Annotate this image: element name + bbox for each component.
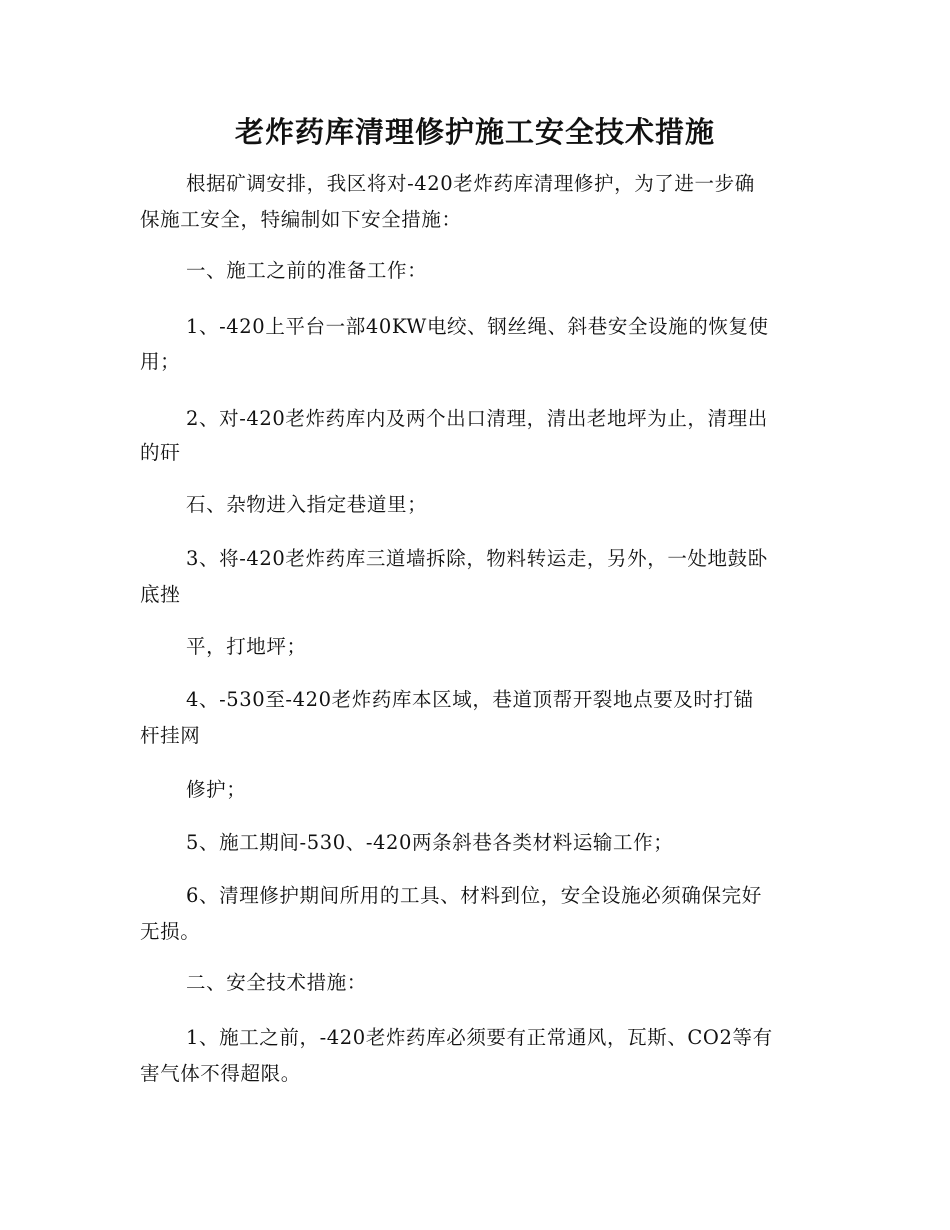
item-4-line-2: 杆挂网 <box>140 724 201 747</box>
item-6-line-2: 无损。 <box>140 920 201 943</box>
section-heading-preparation: 一、施工之前的准备工作： <box>186 259 428 282</box>
safety-item-1-line-1: 1、施工之前，-420老炸药库必须要有正常通风，瓦斯、CO2等有 <box>186 1026 773 1049</box>
section-heading-safety-measures: 二、安全技术措施： <box>186 971 367 994</box>
item-1-line-1: 1、-420上平台一部40KW电绞、钢丝绳、斜巷安全设施的恢复使 <box>186 315 769 338</box>
paragraph-intro-line-1: 根据矿调安排，我区将对-420老炸药库清理修护，为了进一步确 <box>186 172 755 195</box>
document-title: 老炸药库清理修护施工安全技术措施 <box>234 115 715 149</box>
item-3-line-1: 3、将-420老炸药库三道墙拆除，物料转运走，另外，一处地鼓卧 <box>186 547 768 570</box>
item-1-line-2: 用； <box>140 350 181 373</box>
item-4-line-1: 4、-530至-420老炸药库本区域，巷道顶帮开裂地点要及时打锚 <box>186 688 754 711</box>
item-2-line-3: 石、杂物进入指定巷道里； <box>186 493 428 516</box>
item-3-line-2: 底挫 <box>140 583 181 606</box>
safety-item-1-line-2: 害气体不得超限。 <box>140 1062 301 1085</box>
paragraph-intro-line-2: 保施工安全，特编制如下安全措施： <box>140 208 462 231</box>
item-2-line-2: 的矸 <box>140 441 181 464</box>
item-2-line-1: 2、对-420老炸药库内及两个出口清理，清出老地坪为止，清理出 <box>186 407 768 430</box>
item-4-line-3: 修护； <box>186 778 247 801</box>
item-6-line-1: 6、清理修护期间所用的工具、材料到位，安全设施必须确保完好 <box>186 884 762 907</box>
item-3-line-3: 平，打地坪； <box>186 635 307 658</box>
item-5-line-1: 5、施工期间-530、-420两条斜巷各类材料运输工作； <box>186 831 674 854</box>
